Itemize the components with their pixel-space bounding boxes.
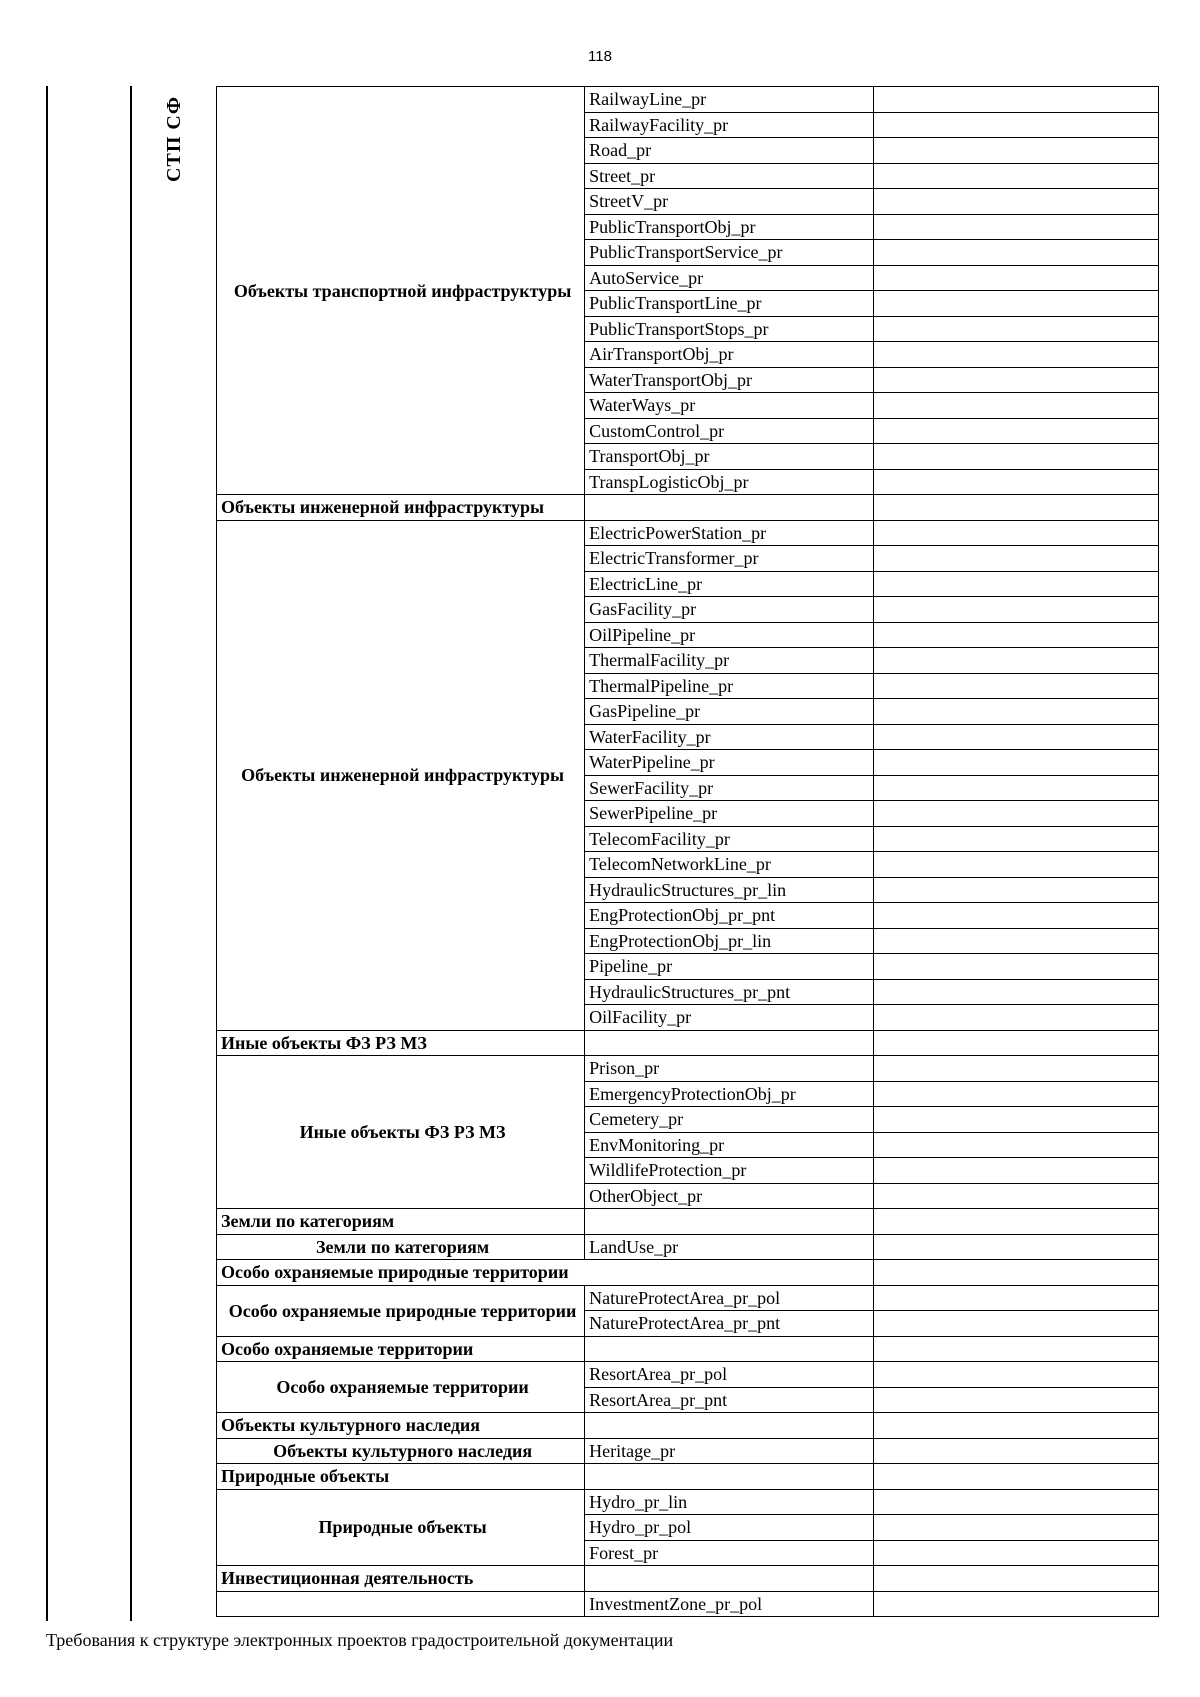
layer-name: OilPipeline_pr [585, 622, 874, 648]
empty-cell [874, 648, 1159, 674]
empty-cell [874, 750, 1159, 776]
layer-name: GasFacility_pr [585, 597, 874, 623]
empty-cell [874, 393, 1159, 419]
empty-cell [874, 1591, 1159, 1617]
section-header-row [217, 1413, 1159, 1439]
empty-cell [874, 316, 1159, 342]
empty-cell [874, 1387, 1159, 1413]
layer-name: RailwayLine_pr [585, 87, 874, 113]
layer-name: RailwayFacility_pr [585, 112, 874, 138]
empty-cell [874, 1209, 1159, 1235]
layer-name: SewerFacility_pr [585, 775, 874, 801]
table-row [217, 1056, 1159, 1082]
empty-cell [874, 852, 1159, 878]
empty-cell [874, 1132, 1159, 1158]
layer-name: WaterPipeline_pr [585, 750, 874, 776]
section-header-row [217, 1336, 1159, 1362]
table-row [217, 1489, 1159, 1515]
empty-cell [585, 1413, 874, 1439]
empty-cell [585, 1030, 874, 1056]
empty-cell [874, 520, 1159, 546]
empty-cell [874, 214, 1159, 240]
layer-name: GasPipeline_pr [585, 699, 874, 725]
empty-cell [874, 571, 1159, 597]
layer-name: StreetV_pr [585, 189, 874, 215]
empty-cell [874, 903, 1159, 929]
empty-cell [874, 138, 1159, 164]
empty-cell [874, 673, 1159, 699]
table-row [217, 87, 1159, 113]
group-label [217, 1591, 585, 1617]
empty-cell [874, 87, 1159, 113]
layer-name: ResortArea_pr_pnt [585, 1387, 874, 1413]
layer-name: TranspLogisticObj_pr [585, 469, 874, 495]
empty-cell [874, 622, 1159, 648]
empty-cell [874, 546, 1159, 572]
empty-cell [874, 801, 1159, 827]
empty-cell [874, 1566, 1159, 1592]
left-margin-line [46, 86, 48, 1621]
table-row [217, 1234, 1159, 1260]
empty-cell [874, 189, 1159, 215]
empty-cell [874, 444, 1159, 470]
empty-cell [874, 1234, 1159, 1260]
section-header: Особо охраняемые природные территории [217, 1260, 874, 1286]
section-header: Инвестиционная деятельность [217, 1566, 585, 1592]
empty-cell [874, 1362, 1159, 1388]
empty-cell [874, 1336, 1159, 1362]
empty-cell [585, 1566, 874, 1592]
group-label: Особо охраняемые территории [217, 1362, 585, 1413]
inner-margin-line [130, 86, 132, 1621]
table-row [217, 1438, 1159, 1464]
section-header: Объекты культурного наследия [217, 1413, 585, 1439]
empty-cell [874, 775, 1159, 801]
layer-name: AirTransportObj_pr [585, 342, 874, 368]
layer-name: ResortArea_pr_pol [585, 1362, 874, 1388]
layer-name: EngProtectionObj_pr_lin [585, 928, 874, 954]
table-body [217, 87, 1159, 1617]
layer-name: InvestmentZone_pr_pol [585, 1591, 874, 1617]
empty-cell [874, 265, 1159, 291]
group-label: Природные объекты [217, 1489, 585, 1566]
layer-name: EmergencyProtectionObj_pr [585, 1081, 874, 1107]
empty-cell [874, 1464, 1159, 1490]
layer-name: Forest_pr [585, 1540, 874, 1566]
empty-cell [874, 1107, 1159, 1133]
layer-name: HydraulicStructures_pr_pnt [585, 979, 874, 1005]
side-label: СТП СФ [163, 96, 185, 182]
empty-cell [874, 1183, 1159, 1209]
empty-cell [874, 1260, 1159, 1286]
layer-name: WaterFacility_pr [585, 724, 874, 750]
layer-name: EnvMonitoring_pr [585, 1132, 874, 1158]
empty-cell [874, 1311, 1159, 1337]
layer-name: Hydro_pr_lin [585, 1489, 874, 1515]
empty-cell [874, 1540, 1159, 1566]
layer-name: LandUse_pr [585, 1234, 874, 1260]
layer-name: OtherObject_pr [585, 1183, 874, 1209]
empty-cell [874, 724, 1159, 750]
empty-cell [874, 954, 1159, 980]
section-header-row [217, 495, 1159, 521]
empty-cell [874, 1158, 1159, 1184]
layer-name: Prison_pr [585, 1056, 874, 1082]
table-row [217, 520, 1159, 546]
table-row [217, 1285, 1159, 1311]
layer-name: OilFacility_pr [585, 1005, 874, 1031]
empty-cell [874, 112, 1159, 138]
layer-name: PublicTransportLine_pr [585, 291, 874, 317]
empty-cell [874, 1489, 1159, 1515]
empty-cell [874, 1413, 1159, 1439]
layer-name: WaterTransportObj_pr [585, 367, 874, 393]
section-header: Особо охраняемые территории [217, 1336, 585, 1362]
section-header-row [217, 1030, 1159, 1056]
layer-name: Cemetery_pr [585, 1107, 874, 1133]
layer-name: PublicTransportObj_pr [585, 214, 874, 240]
layer-name: ThermalPipeline_pr [585, 673, 874, 699]
layer-name: NatureProtectArea_pr_pnt [585, 1311, 874, 1337]
layer-name: NatureProtectArea_pr_pol [585, 1285, 874, 1311]
layer-name: HydraulicStructures_pr_lin [585, 877, 874, 903]
empty-cell [874, 1081, 1159, 1107]
table-row [217, 1362, 1159, 1388]
empty-cell [874, 469, 1159, 495]
section-header: Природные объекты [217, 1464, 585, 1490]
section-header: Иные объекты ФЗ РЗ МЗ [217, 1030, 585, 1056]
layer-name: PublicTransportStops_pr [585, 316, 874, 342]
group-label: Объекты культурного наследия [217, 1438, 585, 1464]
layer-name: TelecomFacility_pr [585, 826, 874, 852]
layer-name: TransportObj_pr [585, 444, 874, 470]
page-number: 118 [588, 48, 612, 65]
empty-cell [874, 418, 1159, 444]
empty-cell [874, 1030, 1159, 1056]
layer-name: Road_pr [585, 138, 874, 164]
empty-cell [874, 495, 1159, 521]
layer-name: ElectricLine_pr [585, 571, 874, 597]
layer-name: Pipeline_pr [585, 954, 874, 980]
section-header-row [217, 1464, 1159, 1490]
empty-cell [874, 1515, 1159, 1541]
empty-cell [874, 240, 1159, 266]
group-label: Иные объекты ФЗ РЗ МЗ [217, 1056, 585, 1209]
layer-name: CustomControl_pr [585, 418, 874, 444]
layer-name: AutoService_pr [585, 265, 874, 291]
layer-name: Heritage_pr [585, 1438, 874, 1464]
empty-cell [874, 597, 1159, 623]
group-label: Объекты транспортной инфраструктуры [217, 87, 585, 495]
empty-cell [874, 877, 1159, 903]
section-header-row [217, 1209, 1159, 1235]
layer-name: Hydro_pr_pol [585, 1515, 874, 1541]
group-label: Земли по категориям [217, 1234, 585, 1260]
empty-cell [874, 163, 1159, 189]
layer-name: PublicTransportService_pr [585, 240, 874, 266]
empty-cell [874, 699, 1159, 725]
empty-cell [874, 291, 1159, 317]
page-footer: Требования к структуре электронных проектов градостроительной документации [46, 1630, 674, 1650]
empty-cell [585, 1209, 874, 1235]
section-header-row [217, 1566, 1159, 1592]
empty-cell [585, 1336, 874, 1362]
empty-cell [874, 1056, 1159, 1082]
empty-cell [874, 928, 1159, 954]
layer-name: EngProtectionObj_pr_pnt [585, 903, 874, 929]
group-label: Объекты инженерной инфраструктуры [217, 520, 585, 1030]
layer-name: SewerPipeline_pr [585, 801, 874, 827]
section-header: Объекты инженерной инфраструктуры [217, 495, 585, 521]
empty-cell [874, 979, 1159, 1005]
layer-structure-table [216, 86, 1159, 1617]
empty-cell [874, 342, 1159, 368]
layer-name: TelecomNetworkLine_pr [585, 852, 874, 878]
layer-name: ElectricPowerStation_pr [585, 520, 874, 546]
empty-cell [874, 1438, 1159, 1464]
empty-cell [874, 1005, 1159, 1031]
empty-cell [874, 1285, 1159, 1311]
empty-cell [874, 826, 1159, 852]
group-label: Особо охраняемые природные территории [217, 1285, 585, 1336]
layer-name: ThermalFacility_pr [585, 648, 874, 674]
layer-name: ElectricTransformer_pr [585, 546, 874, 572]
section-header: Земли по категориям [217, 1209, 585, 1235]
layer-name: WaterWays_pr [585, 393, 874, 419]
table-row [217, 1591, 1159, 1617]
layer-name: WildlifeProtection_pr [585, 1158, 874, 1184]
empty-cell [585, 1464, 874, 1490]
empty-cell [585, 495, 874, 521]
empty-cell [874, 367, 1159, 393]
section-header-row [217, 1260, 1159, 1286]
layer-name: Street_pr [585, 163, 874, 189]
